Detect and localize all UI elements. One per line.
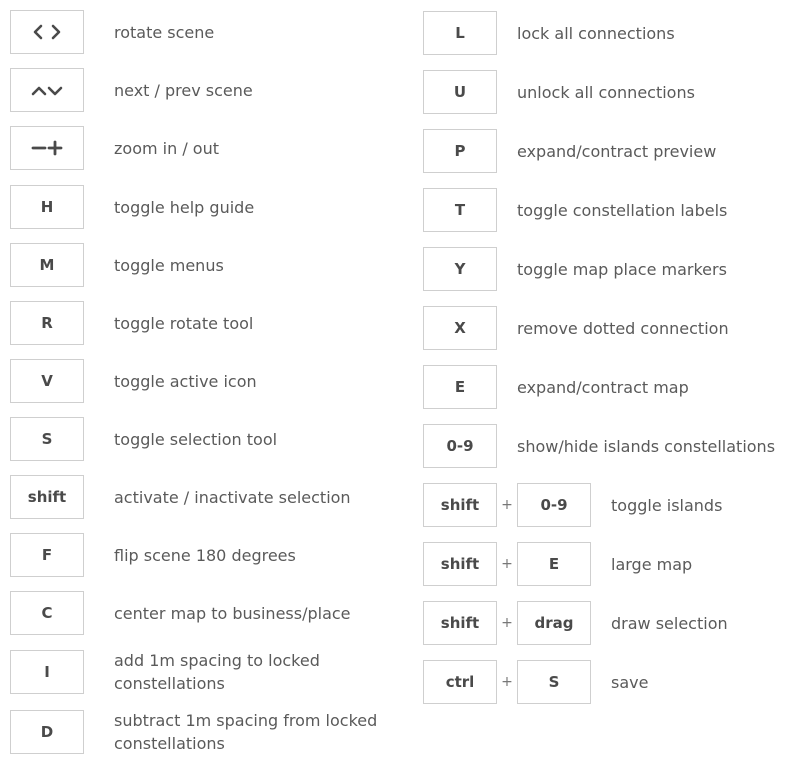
plus-sign: + xyxy=(501,556,513,572)
shortcut-description: lock all connections xyxy=(517,23,675,43)
key-cap: I xyxy=(10,650,84,694)
shortcut-row-rotate-scene xyxy=(0,10,214,54)
key-cap: M xyxy=(10,243,84,287)
shortcut-row-center-map xyxy=(0,591,351,635)
shortcut-row-selection-tool xyxy=(0,417,277,461)
key-cap: S xyxy=(517,660,591,704)
shortcut-row-activate-selection xyxy=(0,475,351,519)
key-cap: H xyxy=(10,185,84,229)
plus-sign: + xyxy=(501,615,513,631)
shortcut-row-subtract-spacing xyxy=(0,710,377,754)
shortcut-row-zoom xyxy=(0,126,219,170)
key-cap: F xyxy=(10,533,84,577)
shortcut-row-preview xyxy=(413,129,716,173)
shortcut-row-place-markers xyxy=(413,247,727,291)
shortcut-description xyxy=(114,649,320,695)
shortcut-row-active-icon xyxy=(0,359,257,403)
shortcut-description: zoom in / out xyxy=(114,138,219,158)
chevron-left-right-icon xyxy=(33,24,61,40)
key-cap: U xyxy=(423,70,497,114)
shortcut-description: flip scene 180 degrees xyxy=(114,545,296,565)
shortcut-row-rotate-tool xyxy=(0,301,253,345)
shortcut-description: toggle selection tool xyxy=(114,429,278,449)
key-cap: shift xyxy=(10,475,84,519)
description-line: add 1m spacing to locked xyxy=(114,651,320,670)
shortcut-description: expand/contract map xyxy=(517,377,689,397)
key-cap: S xyxy=(10,417,84,461)
shortcut-row-add-spacing xyxy=(0,650,320,694)
shortcut-description: remove dotted connection xyxy=(517,318,729,338)
shortcut-row-flip-scene xyxy=(0,533,296,577)
shortcut-description: next / prev scene xyxy=(114,80,253,100)
chevron-up-down-icon xyxy=(31,83,63,97)
key-arrows-left-right xyxy=(10,10,84,54)
description-line: constellations xyxy=(114,734,225,753)
key-cap: P xyxy=(423,129,497,173)
shortcut-description: activate / inactivate selection xyxy=(114,487,351,507)
shortcut-description: toggle active icon xyxy=(114,371,257,391)
key-cap: 0-9 xyxy=(423,424,497,468)
shortcut-row-menus xyxy=(0,243,224,287)
modifier-key-cap: ctrl xyxy=(423,660,497,704)
description-line: subtract 1m spacing from locked xyxy=(114,711,378,730)
key-cap: R xyxy=(10,301,84,345)
key-cap: T xyxy=(423,188,497,232)
shortcut-description: large map xyxy=(611,554,693,574)
key-cap: E xyxy=(517,542,591,586)
shortcut-description: center map to business/place xyxy=(114,603,351,623)
modifier-key-cap: shift xyxy=(423,601,497,645)
combo-row-large-map xyxy=(413,542,692,586)
modifier-key-cap: shift xyxy=(423,483,497,527)
shortcut-description: toggle islands xyxy=(611,495,723,515)
shortcut-description: toggle map place markers xyxy=(517,259,727,279)
key-cap: D xyxy=(10,710,84,754)
key-cap: 0-9 xyxy=(517,483,591,527)
description-line: constellations xyxy=(114,674,225,693)
shortcut-row-islands-constellations xyxy=(413,424,775,468)
plus-sign: + xyxy=(501,497,513,513)
shortcut-description: expand/contract preview xyxy=(517,141,717,161)
shortcut-row-constellation-labels xyxy=(413,188,727,232)
key-cap: X xyxy=(423,306,497,350)
shortcut-description: toggle menus xyxy=(114,255,224,275)
modifier-key-cap: shift xyxy=(423,542,497,586)
shortcut-description: unlock all connections xyxy=(517,82,695,102)
shortcut-row-next-prev-scene xyxy=(0,68,253,112)
key-minus-plus xyxy=(10,126,84,170)
shortcut-row-remove-connection xyxy=(413,306,729,350)
plus-sign: + xyxy=(501,674,513,690)
combo-row-save xyxy=(413,660,648,704)
shortcut-description: show/hide islands constellations xyxy=(517,436,776,456)
shortcut-description: toggle rotate tool xyxy=(114,313,254,333)
shortcut-description: draw selection xyxy=(611,613,728,633)
key-cap: L xyxy=(423,11,497,55)
shortcut-description: rotate scene xyxy=(114,22,215,42)
key-arrows-up-down xyxy=(10,68,84,112)
shortcut-description: toggle help guide xyxy=(114,197,255,217)
shortcut-row-expand-map xyxy=(413,365,689,409)
minus-plus-icon xyxy=(31,140,63,156)
combo-row-toggle-islands xyxy=(413,483,722,527)
key-cap: Y xyxy=(423,247,497,291)
key-cap: V xyxy=(10,359,84,403)
key-cap: E xyxy=(423,365,497,409)
shortcut-row-help xyxy=(0,185,254,229)
combo-row-draw-selection xyxy=(413,601,728,645)
shortcut-row-lock xyxy=(413,11,675,55)
key-cap: C xyxy=(10,591,84,635)
shortcut-row-unlock xyxy=(413,70,695,114)
shortcut-description: save xyxy=(611,672,649,692)
shortcut-description: toggle constellation labels xyxy=(517,200,728,220)
shortcut-description xyxy=(114,709,377,755)
key-cap: drag xyxy=(517,601,591,645)
